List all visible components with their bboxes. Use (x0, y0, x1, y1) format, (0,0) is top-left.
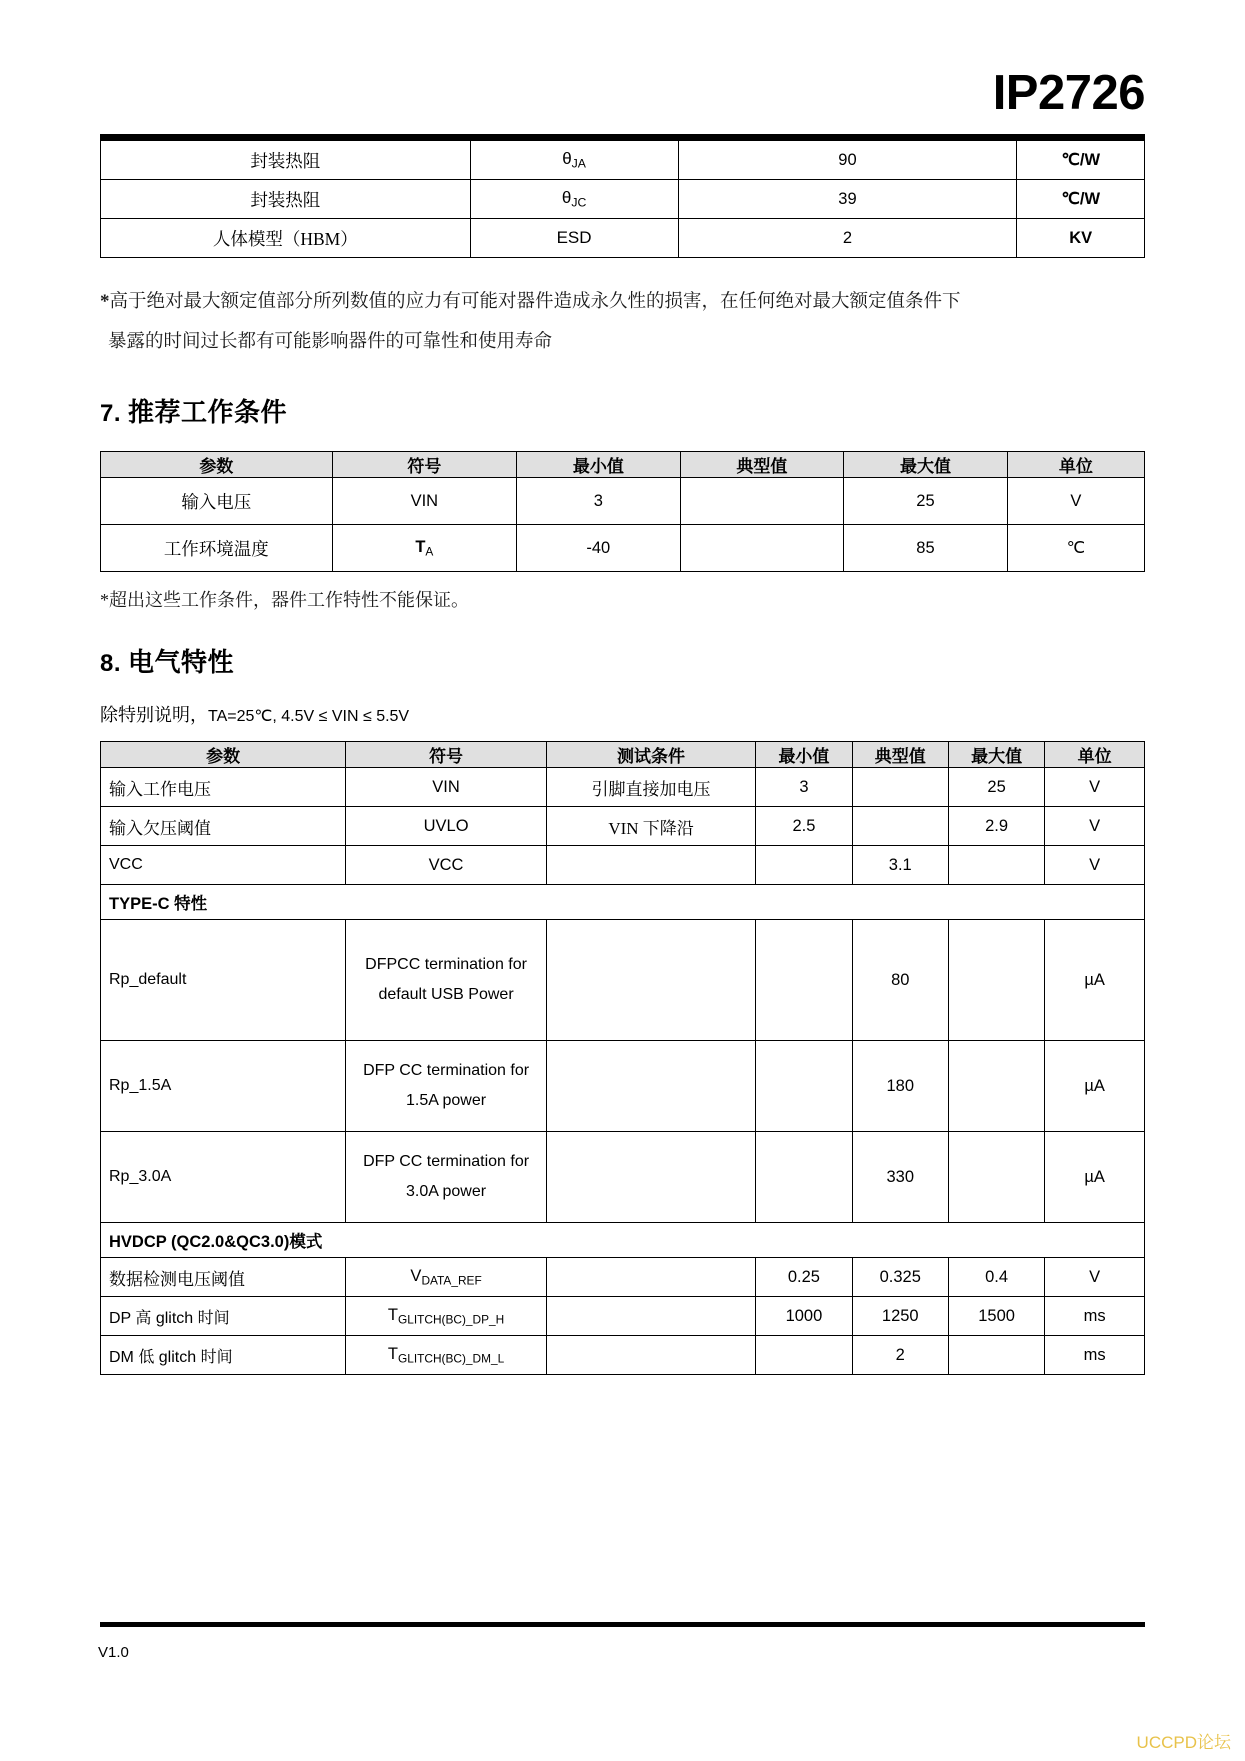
cell-value: 39 (678, 180, 1017, 219)
condition-value: TA=25℃, 4.5V ≤ VIN ≤ 5.5V (208, 708, 410, 725)
recommended-conditions-table (100, 451, 1145, 572)
cell-symbol: VCC (346, 846, 547, 885)
table-row (101, 525, 1145, 572)
cell-param: DM 低 glitch 时间 (101, 1336, 346, 1375)
cell-unit: V (1045, 1258, 1145, 1297)
symbol-base: T (387, 1305, 398, 1324)
col-header-unit: 单位 (1007, 452, 1144, 478)
symbol-sub: JA (571, 156, 586, 171)
table-row (101, 219, 1145, 258)
cell-min: 0.25 (756, 1258, 852, 1297)
cell-unit: µA (1045, 920, 1145, 1041)
group-label-hvdcp: HVDCP (QC2.0&QC3.0)模式 (101, 1223, 1145, 1258)
cell-symbol: ESD (470, 219, 678, 258)
footer-rule (100, 1622, 1145, 1627)
abs-max-note-line1 (100, 282, 1145, 322)
cell-condition: VIN 下降沿 (546, 807, 755, 846)
section-7-number: 7. (100, 400, 122, 427)
col-header-typ: 典型值 (852, 742, 948, 768)
col-header-symbol: 符号 (346, 742, 547, 768)
cell-min: 2.5 (756, 807, 852, 846)
cell-unit: V (1045, 846, 1145, 885)
thermal-table-body (101, 141, 1145, 258)
cell-unit: V (1045, 768, 1145, 807)
table-row (101, 478, 1145, 525)
col-header-typ: 典型值 (680, 452, 844, 478)
table-group-row (101, 885, 1145, 920)
cell-param: 输入电压 (101, 478, 333, 525)
table-row (101, 180, 1145, 219)
cell-typ: 330 (852, 1132, 948, 1223)
cell-max (948, 920, 1044, 1041)
cell-max (948, 1132, 1044, 1223)
cell-condition (546, 1258, 755, 1297)
cell-condition (546, 1336, 755, 1375)
note-text-1: 高于绝对最大额定值部分所列数值的应力有可能对器件造成永久性的损害，在任何绝对最大额定值条件下 (109, 292, 961, 312)
cell-param: DP 高 glitch 时间 (101, 1297, 346, 1336)
cell-unit: ℃/W (1017, 180, 1145, 219)
cell-param: 封装热阻 (101, 141, 471, 180)
cell-symbol (346, 1258, 547, 1297)
table-row (101, 1132, 1145, 1223)
abs-max-note-line2: 暴露的时间过长都有可能影响器件的可靠性和使用寿命 (108, 332, 553, 352)
section-7-note: *超出这些工作条件，器件工作特性不能保证。 (100, 590, 469, 610)
cell-param: 输入工作电压 (101, 768, 346, 807)
table-row (101, 920, 1145, 1041)
cell-condition (546, 846, 755, 885)
cell-param: 封装热阻 (101, 180, 471, 219)
col-header-param: 参数 (101, 742, 346, 768)
symbol-base: V (410, 1266, 422, 1285)
table-row (101, 768, 1145, 807)
table-header-row (101, 742, 1145, 768)
cell-condition (546, 920, 755, 1041)
col-header-max: 最大值 (844, 452, 1008, 478)
cell-max (948, 1041, 1044, 1132)
page-header (100, 0, 1145, 120)
abs-max-note (100, 282, 1145, 362)
cell-typ: 80 (852, 920, 948, 1041)
group-label-typec: TYPE-C 特性 (101, 885, 1145, 920)
cell-symbol (346, 1336, 547, 1375)
col-header-min: 最小值 (517, 452, 681, 478)
col-header-unit: 单位 (1045, 742, 1145, 768)
cell-typ (680, 478, 844, 525)
table-row (101, 1258, 1145, 1297)
cell-param: 数据检测电压阈值 (101, 1258, 346, 1297)
recommended-conditions-head (101, 452, 1145, 478)
section-8-number: 8. (100, 650, 122, 677)
table-row (101, 1336, 1145, 1375)
cell-condition (546, 1132, 755, 1223)
cell-typ: 3.1 (852, 846, 948, 885)
table-header-row (101, 452, 1145, 478)
symbol-base: T (415, 537, 426, 556)
cell-symbol: UVLO (346, 807, 547, 846)
condition-prefix: 除特别说明， (100, 705, 208, 725)
cell-param: 人体模型（HBM） (101, 219, 471, 258)
cell-unit: ℃/W (1017, 141, 1145, 180)
section-7-title: 推荐工作条件 (128, 398, 288, 427)
cell-max (948, 1336, 1044, 1375)
cell-typ (852, 768, 948, 807)
cell-min (756, 1336, 852, 1375)
table-row (101, 807, 1145, 846)
cell-min: 1000 (756, 1297, 852, 1336)
cell-typ: 2 (852, 1336, 948, 1375)
section-8-heading (100, 642, 1145, 679)
cell-symbol (332, 525, 516, 572)
cell-max: 85 (844, 525, 1008, 572)
electrical-characteristics-body (101, 768, 1145, 1375)
cell-typ: 1250 (852, 1297, 948, 1336)
symbol-sub: A (425, 544, 434, 559)
cell-min (756, 846, 852, 885)
electrical-characteristics-table (100, 741, 1145, 1375)
cell-symbol: VIN (346, 768, 547, 807)
cell-symbol (346, 1297, 547, 1336)
symbol-sub: JC (571, 195, 587, 210)
cell-unit: KV (1017, 219, 1145, 258)
cell-min (756, 1041, 852, 1132)
cell-max: 2.9 (948, 807, 1044, 846)
cell-symbol (470, 141, 678, 180)
cell-min (756, 920, 852, 1041)
cell-unit: V (1007, 478, 1144, 525)
cell-max: 1500 (948, 1297, 1044, 1336)
electrical-characteristics-head (101, 742, 1145, 768)
cell-max: 25 (948, 768, 1044, 807)
cell-symbol (470, 180, 678, 219)
table-row (101, 1041, 1145, 1132)
cell-param: Rp_3.0A (101, 1132, 346, 1223)
page-title: IP2726 (992, 66, 1145, 120)
cell-unit: V (1045, 807, 1145, 846)
cell-unit: ℃ (1007, 525, 1144, 572)
cell-min (756, 1132, 852, 1223)
symbol-base: T (387, 1344, 398, 1363)
cell-symbol: DFP CC termination for 3.0A power (346, 1132, 547, 1223)
cell-max: 0.4 (948, 1258, 1044, 1297)
cell-condition (546, 1041, 755, 1132)
symbol-base: θ (561, 188, 572, 208)
section-8-condition (100, 701, 1145, 727)
cell-unit: µA (1045, 1041, 1145, 1132)
cell-unit: ms (1045, 1336, 1145, 1375)
cell-param: Rp_1.5A (101, 1041, 346, 1132)
cell-value: 90 (678, 141, 1017, 180)
cell-max (948, 846, 1044, 885)
table-row (101, 141, 1145, 180)
cell-max: 25 (844, 478, 1008, 525)
cell-condition: 引脚直接加电压 (546, 768, 755, 807)
symbol-sub: GLITCH(BC)_DM_L (397, 1351, 505, 1366)
cell-typ: 180 (852, 1041, 948, 1132)
symbol-sub: GLITCH(BC)_DP_H (397, 1312, 505, 1327)
footer-version: V1.0 (98, 1644, 129, 1661)
cell-symbol: DFP CC termination for 1.5A power (346, 1041, 547, 1132)
cell-typ (680, 525, 844, 572)
cell-min: -40 (517, 525, 681, 572)
cell-param: VCC (101, 846, 346, 885)
col-header-min: 最小值 (756, 742, 852, 768)
col-header-symbol: 符号 (332, 452, 516, 478)
symbol-sub: DATA_REF (421, 1273, 482, 1288)
symbol-base: θ (562, 149, 572, 169)
cell-min: 3 (517, 478, 681, 525)
col-header-param: 参数 (101, 452, 333, 478)
table-row (101, 1297, 1145, 1336)
section-7-heading (100, 392, 1145, 429)
cell-unit: ms (1045, 1297, 1145, 1336)
cell-symbol: DFPCC termination for default USB Power (346, 920, 547, 1041)
recommended-conditions-body (101, 478, 1145, 572)
col-header-condition: 测试条件 (546, 742, 755, 768)
col-header-max: 最大值 (948, 742, 1044, 768)
cell-min: 3 (756, 768, 852, 807)
cell-unit: µA (1045, 1132, 1145, 1223)
cell-typ: 0.325 (852, 1258, 948, 1297)
cell-param: 输入欠压阈值 (101, 807, 346, 846)
cell-symbol: VIN (332, 478, 516, 525)
thermal-table (100, 140, 1145, 258)
cell-param: 工作环境温度 (101, 525, 333, 572)
cell-value: 2 (678, 219, 1017, 258)
cell-condition (546, 1297, 755, 1336)
cell-typ (852, 807, 948, 846)
table-row (101, 846, 1145, 885)
cell-param: Rp_default (101, 920, 346, 1041)
watermark: UCCPD论坛 (1136, 1733, 1231, 1752)
section-8-title: 电气特性 (128, 648, 235, 677)
table-group-row (101, 1223, 1145, 1258)
note-asterisk: * (100, 291, 110, 312)
